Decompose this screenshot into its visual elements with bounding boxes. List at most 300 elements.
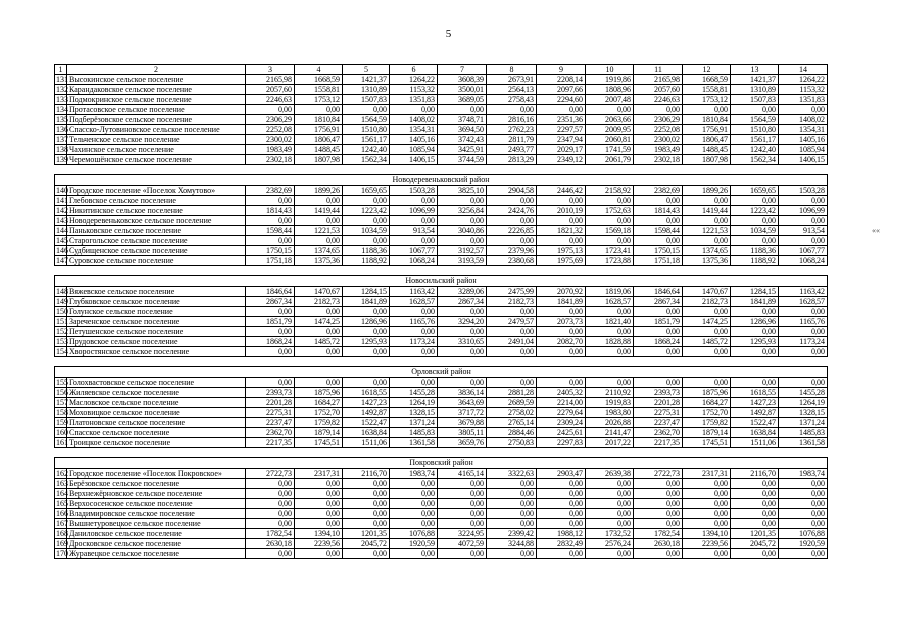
value-cell: 1419,44	[295, 206, 343, 216]
district-title: Орловский район	[55, 367, 828, 378]
row-number: 143	[56, 216, 68, 225]
value-cell: 1223,42	[731, 206, 779, 216]
value-cell: 3744,59	[438, 155, 487, 165]
value-cell: 2362,70	[246, 428, 295, 438]
column-header: 10	[586, 65, 634, 75]
value-cell: 1374,65	[683, 246, 731, 256]
value-cell: 0,00	[586, 216, 634, 226]
row-number: 131	[56, 75, 68, 84]
value-cell: 0,00	[295, 105, 343, 115]
value-cell: 1485,83	[779, 428, 828, 438]
value-cell: 0,00	[487, 105, 537, 115]
value-cell: 3689,05	[438, 95, 487, 105]
value-cell: 1328,15	[779, 408, 828, 418]
value-cell: 1264,22	[779, 75, 828, 85]
row-number: 159	[56, 418, 68, 427]
value-cell: 1511,06	[731, 438, 779, 448]
value-cell: 1975,69	[537, 256, 586, 266]
value-cell: 1354,31	[779, 125, 828, 135]
value-cell: 2182,73	[487, 297, 537, 307]
value-cell: 0,00	[487, 236, 537, 246]
value-cell: 0,00	[295, 519, 343, 529]
row-number: 169	[56, 539, 68, 548]
value-cell: 1242,40	[731, 145, 779, 155]
value-cell: 0,00	[537, 327, 586, 337]
value-cell: 2279,64	[537, 408, 586, 418]
value-cell: 0,00	[246, 236, 295, 246]
value-cell: 0,00	[487, 327, 537, 337]
value-cell: 0,00	[487, 549, 537, 559]
value-cell: 1920,59	[390, 539, 438, 549]
settlement-name: Берёзовское сельское поселение	[67, 479, 246, 489]
row-number: 147	[56, 256, 68, 265]
value-cell: 1558,81	[683, 85, 731, 95]
header-row	[55, 65, 828, 75]
settlement-name: Дросковское сельское поселение	[67, 539, 246, 549]
value-cell: 1558,81	[295, 85, 343, 95]
table-row	[55, 145, 828, 155]
value-cell: 1511,06	[343, 438, 390, 448]
value-cell: 0,00	[779, 489, 828, 499]
value-cell: 0,00	[634, 327, 683, 337]
value-cell: 0,00	[487, 479, 537, 489]
value-cell: 1920,59	[779, 539, 828, 549]
value-cell: 1618,55	[731, 388, 779, 398]
value-cell: 0,00	[438, 105, 487, 115]
value-cell: 2479,57	[487, 317, 537, 327]
value-cell: 1756,91	[683, 125, 731, 135]
value-cell: 0,00	[683, 216, 731, 226]
table-row	[55, 337, 828, 347]
settlement-name: Журавецкое сельское поселение	[67, 549, 246, 559]
value-cell: 0,00	[295, 236, 343, 246]
row-number: 150	[56, 307, 68, 316]
value-cell: 2217,35	[246, 438, 295, 448]
value-cell: 0,00	[537, 549, 586, 559]
table-row	[55, 196, 828, 206]
table-body	[55, 65, 828, 559]
table-row	[55, 438, 828, 448]
settlement-name: Подмокринское сельское поселение	[67, 95, 246, 105]
row-number: 144	[56, 226, 68, 235]
value-cell: 1879,14	[295, 428, 343, 438]
value-cell: 0,00	[731, 327, 779, 337]
value-cell: 2673,91	[487, 75, 537, 85]
value-cell: 0,00	[537, 216, 586, 226]
value-cell: 1351,83	[779, 95, 828, 105]
value-cell: 1879,14	[683, 428, 731, 438]
value-cell: 0,00	[343, 378, 390, 388]
value-cell: 913,54	[779, 226, 828, 236]
value-cell: 2832,49	[537, 539, 586, 549]
table-row	[55, 105, 828, 115]
value-cell: 1628,57	[390, 297, 438, 307]
settlement-name: Вяжевское сельское поселение	[67, 287, 246, 297]
table-row	[55, 489, 828, 499]
value-cell: 0,00	[438, 489, 487, 499]
settlement-name: Протасовское сельское поселение	[67, 105, 246, 115]
table-row	[55, 297, 828, 307]
value-cell: 0,00	[779, 327, 828, 337]
settlement-name: Спасское сельское поселение	[67, 428, 246, 438]
value-cell: 3310,65	[438, 337, 487, 347]
value-cell: 3659,76	[438, 438, 487, 448]
value-cell: 1492,87	[343, 408, 390, 418]
value-cell: 1076,88	[390, 529, 438, 539]
column-header: 6	[390, 65, 438, 75]
value-cell: 913,54	[390, 226, 438, 236]
value-cell: 1408,02	[390, 115, 438, 125]
row-number: 170	[56, 549, 68, 558]
value-cell: 0,00	[438, 509, 487, 519]
value-cell: 1510,80	[731, 125, 779, 135]
value-cell: 0,00	[246, 489, 295, 499]
value-cell: 2302,18	[634, 155, 683, 165]
value-cell: 1503,28	[779, 186, 828, 196]
row-number: 141	[56, 196, 68, 205]
value-cell: 1085,94	[390, 145, 438, 155]
value-cell: 1988,12	[537, 529, 586, 539]
value-cell: 1751,18	[634, 256, 683, 266]
row-number: 151	[56, 317, 68, 326]
value-cell: 0,00	[779, 378, 828, 388]
value-cell: 2867,34	[634, 297, 683, 307]
value-cell: 2141,47	[586, 428, 634, 438]
value-cell: 1165,76	[779, 317, 828, 327]
value-cell: 2813,29	[487, 155, 537, 165]
value-cell: 2165,98	[634, 75, 683, 85]
row-number: 162	[56, 469, 68, 478]
spacer-cell	[55, 165, 828, 175]
value-cell: 2237,47	[246, 418, 295, 428]
value-cell: 0,00	[537, 509, 586, 519]
value-cell: 0,00	[731, 519, 779, 529]
value-cell: 2424,76	[487, 206, 537, 216]
row-number: 154	[56, 347, 68, 356]
value-cell: 1406,15	[390, 155, 438, 165]
value-cell: 2379,96	[487, 246, 537, 256]
value-cell: 1628,57	[586, 297, 634, 307]
value-cell: 0,00	[390, 519, 438, 529]
row-number: 155	[56, 378, 68, 387]
value-cell: 1470,67	[295, 287, 343, 297]
value-cell: 0,00	[683, 378, 731, 388]
table-row	[55, 226, 828, 236]
settlement-name: Масловское сельское поселение	[67, 398, 246, 408]
table-row	[55, 509, 828, 519]
value-cell: 0,00	[343, 216, 390, 226]
value-cell: 0,00	[537, 105, 586, 115]
value-cell: 1806,47	[295, 135, 343, 145]
value-cell: 1828,88	[586, 337, 634, 347]
value-cell: 0,00	[634, 499, 683, 509]
value-cell: 1394,10	[295, 529, 343, 539]
value-cell: 1076,88	[779, 529, 828, 539]
value-cell: 1067,77	[390, 246, 438, 256]
value-cell: 1201,35	[343, 529, 390, 539]
value-cell: 1427,23	[343, 398, 390, 408]
value-cell: 3224,95	[438, 529, 487, 539]
value-cell: 0,00	[438, 499, 487, 509]
value-cell: 3748,71	[438, 115, 487, 125]
value-cell: 0,00	[343, 479, 390, 489]
value-cell: 1188,36	[343, 246, 390, 256]
value-cell: 1752,63	[586, 206, 634, 216]
value-cell: 1405,16	[779, 135, 828, 145]
value-cell: 0,00	[731, 479, 779, 489]
value-cell: 0,00	[586, 549, 634, 559]
value-cell: 1405,16	[390, 135, 438, 145]
value-cell: 0,00	[295, 479, 343, 489]
column-header: 1	[55, 65, 67, 75]
value-cell: 1474,25	[683, 317, 731, 327]
settlement-name: Владимировское сельское поселение	[67, 509, 246, 519]
value-cell: 2116,70	[343, 469, 390, 479]
value-cell: 2762,23	[487, 125, 537, 135]
table-row	[55, 428, 828, 438]
value-cell: 1561,17	[343, 135, 390, 145]
value-cell: 1507,83	[343, 95, 390, 105]
value-cell: 2302,18	[246, 155, 295, 165]
value-cell: 0,00	[586, 479, 634, 489]
value-cell: 1750,15	[246, 246, 295, 256]
value-cell: 2070,92	[537, 287, 586, 297]
value-cell: 0,00	[779, 216, 828, 226]
value-cell: 0,00	[731, 509, 779, 519]
value-cell: 1284,15	[343, 287, 390, 297]
value-cell: 1723,41	[586, 246, 634, 256]
row-number: 145	[56, 236, 68, 245]
value-cell: 1841,89	[537, 297, 586, 307]
value-cell: 1507,83	[731, 95, 779, 105]
row-number: 139	[56, 155, 68, 164]
value-cell: 2165,98	[246, 75, 295, 85]
value-cell: 1034,59	[343, 226, 390, 236]
table-row	[55, 378, 828, 388]
value-cell: 2382,69	[634, 186, 683, 196]
table-row	[55, 216, 828, 226]
value-cell: 1753,12	[683, 95, 731, 105]
value-cell: 1899,26	[295, 186, 343, 196]
value-cell: 1223,42	[343, 206, 390, 216]
value-cell: 1522,47	[731, 418, 779, 428]
value-cell: 2306,29	[246, 115, 295, 125]
value-cell: 0,00	[779, 509, 828, 519]
value-cell: 2110,92	[586, 388, 634, 398]
value-cell: 0,00	[343, 347, 390, 357]
value-cell: 1153,32	[779, 85, 828, 95]
value-cell: 1752,70	[295, 408, 343, 418]
value-cell: 2214,00	[537, 398, 586, 408]
value-cell: 1919,83	[586, 398, 634, 408]
value-cell: 0,00	[246, 378, 295, 388]
settlement-name: Тельченское сельское поселение	[67, 135, 246, 145]
value-cell: 1759,82	[295, 418, 343, 428]
value-cell: 1085,94	[779, 145, 828, 155]
value-cell: 0,00	[438, 196, 487, 206]
value-cell: 0,00	[779, 519, 828, 529]
value-cell: 0,00	[343, 499, 390, 509]
value-cell: 0,00	[537, 499, 586, 509]
value-cell: 1638,84	[343, 428, 390, 438]
value-cell: 1782,54	[634, 529, 683, 539]
value-cell: 1163,42	[390, 287, 438, 297]
value-cell: 2722,73	[634, 469, 683, 479]
value-cell: 1983,49	[634, 145, 683, 155]
value-cell: 0,00	[390, 549, 438, 559]
value-cell: 1807,98	[295, 155, 343, 165]
value-cell: 3040,86	[438, 226, 487, 236]
value-cell: 0,00	[438, 236, 487, 246]
value-cell: 0,00	[731, 216, 779, 226]
value-cell: 0,00	[731, 236, 779, 246]
value-cell: 1419,44	[683, 206, 731, 216]
value-cell: 0,00	[586, 105, 634, 115]
value-cell: 2237,47	[634, 418, 683, 428]
value-cell: 0,00	[586, 327, 634, 337]
settlement-name: Глебовское сельское поселение	[67, 196, 246, 206]
value-cell: 0,00	[343, 105, 390, 115]
value-cell: 0,00	[586, 236, 634, 246]
value-cell: 0,00	[683, 499, 731, 509]
spacer-cell	[55, 448, 828, 458]
value-cell: 0,00	[390, 509, 438, 519]
value-cell: 1819,06	[586, 287, 634, 297]
value-cell: 2158,92	[586, 186, 634, 196]
value-cell: 2564,13	[487, 85, 537, 95]
table-row	[55, 206, 828, 216]
row-number: 163	[56, 479, 68, 488]
value-cell: 0,00	[246, 549, 295, 559]
value-cell: 1814,43	[246, 206, 295, 216]
section-spacer	[55, 357, 828, 367]
value-cell: 1067,77	[779, 246, 828, 256]
row-number: 158	[56, 408, 68, 417]
value-cell: 0,00	[586, 519, 634, 529]
value-cell: 2630,18	[634, 539, 683, 549]
column-header: 4	[295, 65, 343, 75]
value-cell: 2045,72	[343, 539, 390, 549]
table-row	[55, 388, 828, 398]
value-cell: 0,00	[295, 307, 343, 317]
value-cell: 3193,59	[438, 256, 487, 266]
settlement-name: Никитинское сельское поселение	[67, 206, 246, 216]
value-cell: 2362,70	[634, 428, 683, 438]
settlement-name: Карандаковское сельское поселение	[67, 85, 246, 95]
settlement-name: Даниловское сельское поселение	[67, 529, 246, 539]
value-cell: 2182,73	[295, 297, 343, 307]
value-cell: 0,00	[537, 347, 586, 357]
value-cell: 1810,84	[295, 115, 343, 125]
value-cell: 0,00	[246, 499, 295, 509]
value-cell: 0,00	[343, 196, 390, 206]
value-cell: 2246,63	[246, 95, 295, 105]
value-cell: 1983,49	[246, 145, 295, 155]
column-header: 12	[683, 65, 731, 75]
value-cell: 0,00	[343, 327, 390, 337]
row-number: 164	[56, 489, 68, 498]
value-cell: 1361,58	[779, 438, 828, 448]
value-cell: 0,00	[779, 196, 828, 206]
value-cell: 2026,88	[586, 418, 634, 428]
value-cell: 1983,80	[586, 408, 634, 418]
value-cell: 3825,10	[438, 186, 487, 196]
value-cell: 0,00	[438, 378, 487, 388]
row-number: 152	[56, 327, 68, 336]
table-row	[55, 246, 828, 256]
settlement-name: Петушенское сельское поселение	[67, 327, 246, 337]
value-cell: 1841,89	[343, 297, 390, 307]
value-cell: 0,00	[683, 519, 731, 529]
row-number: 148	[56, 287, 68, 296]
settlement-name: Хворостянское сельское поселение	[67, 347, 246, 357]
value-cell: 2382,69	[246, 186, 295, 196]
row-number: 138	[56, 145, 68, 154]
value-cell: 2639,38	[586, 469, 634, 479]
table-row	[55, 408, 828, 418]
value-cell: 0,00	[487, 378, 537, 388]
value-cell: 0,00	[537, 378, 586, 388]
value-cell: 0,00	[779, 307, 828, 317]
value-cell: 2393,73	[246, 388, 295, 398]
value-cell: 1295,93	[731, 337, 779, 347]
value-cell: 1684,27	[683, 398, 731, 408]
value-cell: 2063,66	[586, 115, 634, 125]
value-cell: 0,00	[731, 196, 779, 206]
value-cell: 0,00	[343, 549, 390, 559]
value-cell: 1421,37	[343, 75, 390, 85]
value-cell: 3256,84	[438, 206, 487, 216]
column-header: 11	[634, 65, 683, 75]
value-cell: 2073,73	[537, 317, 586, 327]
value-cell: 2405,32	[537, 388, 586, 398]
value-cell: 0,00	[634, 378, 683, 388]
value-cell: 0,00	[779, 499, 828, 509]
value-cell: 2010,19	[537, 206, 586, 216]
value-cell: 0,00	[390, 499, 438, 509]
settlement-name: Прудовское сельское поселение	[67, 337, 246, 347]
value-cell: 1684,27	[295, 398, 343, 408]
district-row	[55, 276, 828, 287]
table-row	[55, 236, 828, 246]
value-cell: 1394,10	[683, 529, 731, 539]
table-row	[55, 347, 828, 357]
value-cell: 0,00	[683, 105, 731, 115]
value-cell: 0,00	[295, 489, 343, 499]
value-cell: 0,00	[246, 509, 295, 519]
value-cell: 0,00	[683, 549, 731, 559]
row-number: 153	[56, 337, 68, 346]
value-cell: 1408,02	[779, 115, 828, 125]
value-cell: 1598,44	[246, 226, 295, 236]
value-cell: 3717,72	[438, 408, 487, 418]
value-cell: 2226,85	[487, 226, 537, 236]
row-number: 136	[56, 125, 68, 134]
value-cell: 0,00	[390, 489, 438, 499]
value-cell: 0,00	[731, 105, 779, 115]
value-cell: 1659,65	[731, 186, 779, 196]
value-cell: 2425,61	[537, 428, 586, 438]
row-number: 140	[56, 186, 68, 195]
value-cell: 1374,65	[295, 246, 343, 256]
value-cell: 0,00	[390, 327, 438, 337]
value-cell: 0,00	[683, 509, 731, 519]
value-cell: 0,00	[586, 307, 634, 317]
settlement-name: Голохвастовское сельское поселение	[67, 378, 246, 388]
settlement-name: Новодеревеньковское сельское поселение	[67, 216, 246, 226]
table-row	[55, 155, 828, 165]
value-cell: 1598,44	[634, 226, 683, 236]
